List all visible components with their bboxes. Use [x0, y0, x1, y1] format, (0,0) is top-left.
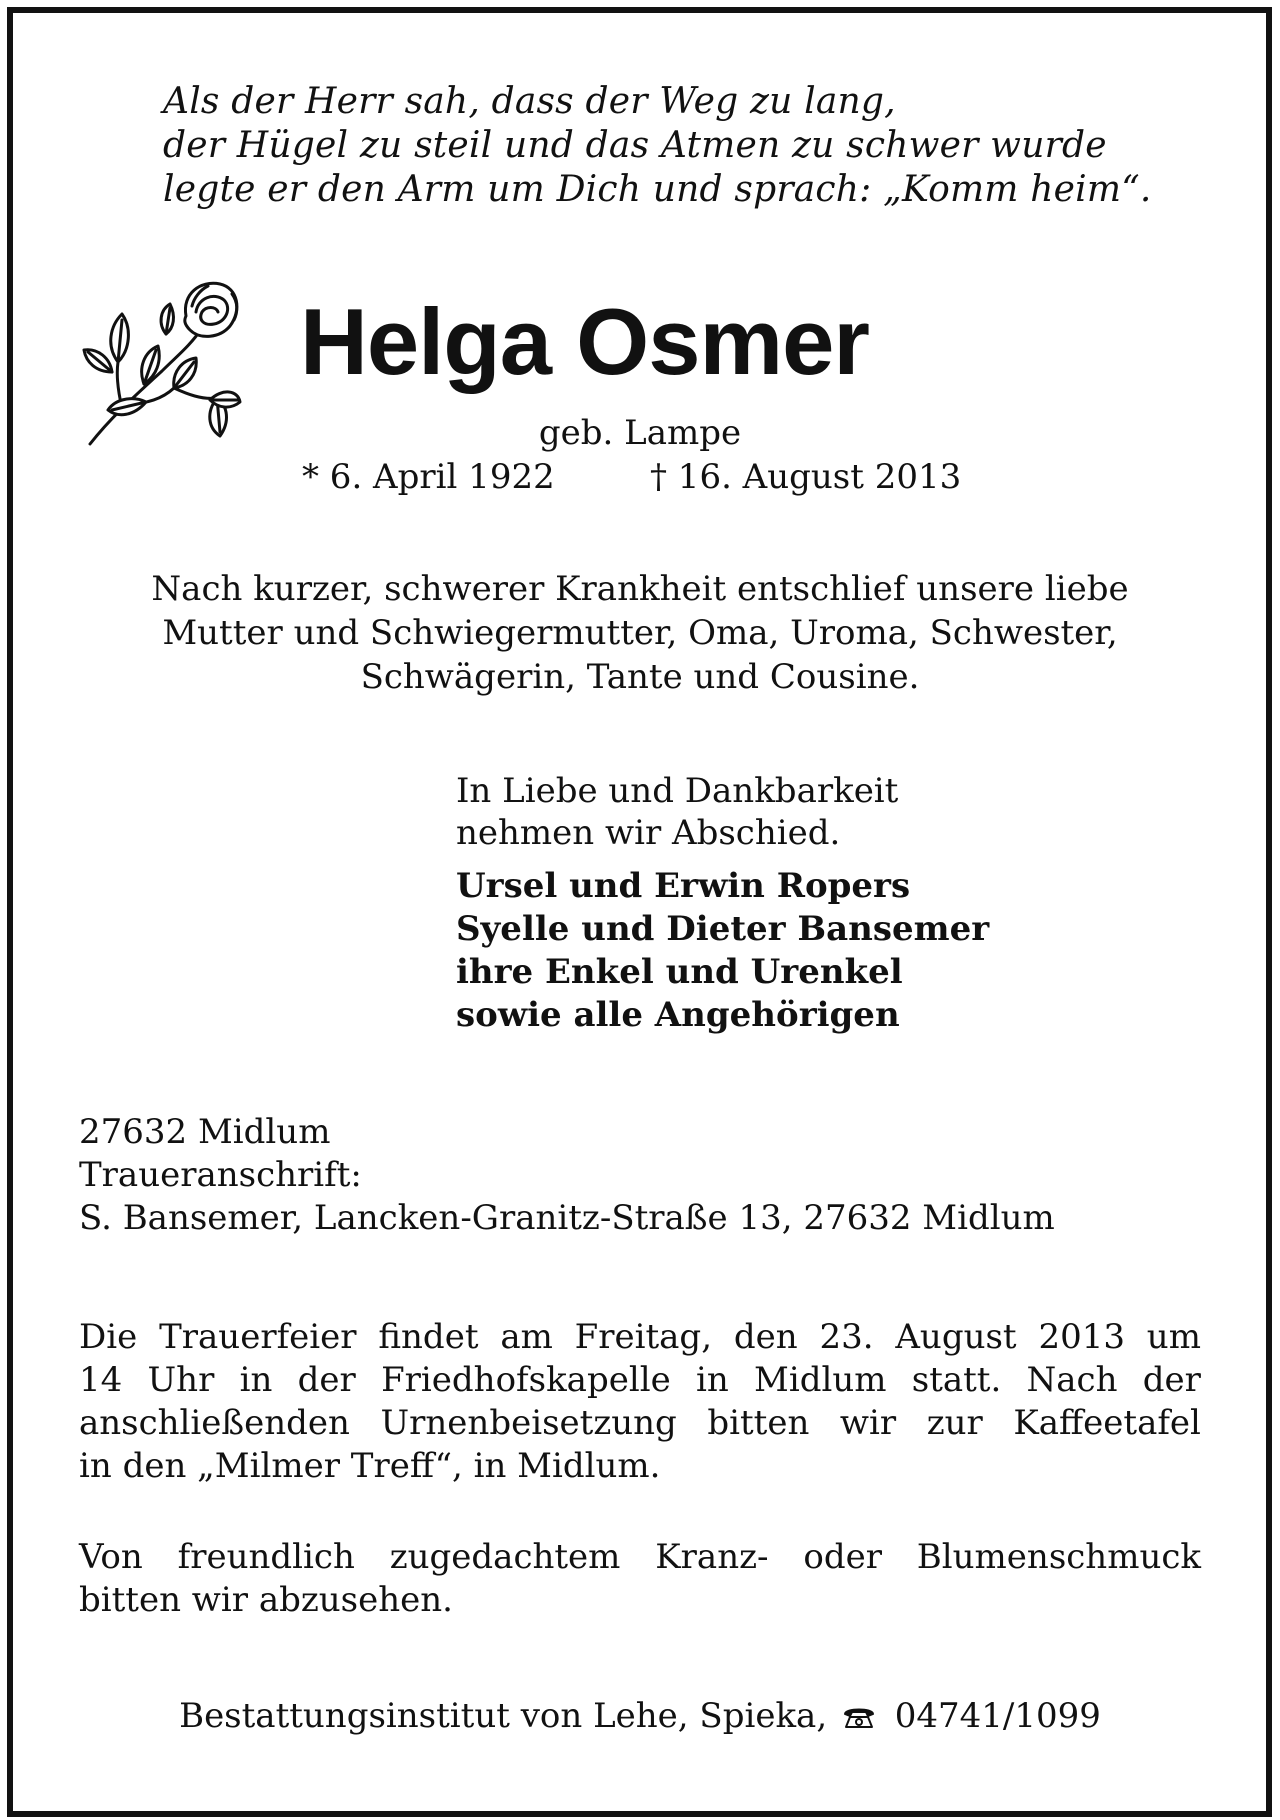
- word: Die: [79, 1317, 138, 1357]
- word: Freitag,: [574, 1317, 713, 1357]
- word: August: [895, 1317, 1017, 1357]
- poem-line: legte er den Arm um Dich und sprach: „Komm heim“.: [163, 169, 1152, 210]
- mourning-address: [79, 1111, 1055, 1240]
- mourner-line: Ursel und Erwin Ropers: [456, 866, 911, 906]
- announcement-line: Nach kurzer, schwerer Krankheit entschlief unsere liebe: [151, 569, 1129, 609]
- word: Trauerfeier: [159, 1317, 357, 1357]
- deceased-name: Helga Osmer: [300, 289, 869, 394]
- word: Nach: [1026, 1360, 1118, 1400]
- ceremony-line: [79, 1316, 1201, 1359]
- flowers-request: [79, 1536, 1201, 1622]
- announcement-line: Schwägerin, Tante und Cousine.: [360, 657, 920, 697]
- address-line: Traueranschrift:: [79, 1155, 362, 1195]
- death-date: † 16. August 2013: [650, 457, 962, 497]
- flowers-line: bitten wir abzusehen.: [79, 1580, 453, 1620]
- word: 23.: [819, 1317, 874, 1357]
- word: Uhr: [147, 1360, 215, 1400]
- ceremony-line: [79, 1359, 1201, 1402]
- undertaker-phone: 04741/1099: [894, 1696, 1101, 1736]
- word: bitten: [707, 1403, 810, 1443]
- flowers-line: [79, 1536, 1201, 1579]
- word: Kaffeetafel: [1013, 1403, 1201, 1443]
- word: um: [1146, 1317, 1201, 1357]
- word: Kranz-: [655, 1537, 769, 1577]
- word: Friedhofskapelle: [381, 1360, 671, 1400]
- word: in: [695, 1360, 729, 1400]
- ceremony-info: [79, 1316, 1201, 1488]
- word: Von: [79, 1537, 143, 1577]
- birth-name: geb. Lampe: [538, 413, 742, 453]
- poem: [163, 80, 1151, 212]
- word: findet: [378, 1317, 479, 1357]
- farewell-line: In Liebe und Dankbarkeit: [456, 771, 899, 811]
- poem-line: der Hügel zu steil und das Atmen zu schwer wurde: [163, 125, 1107, 166]
- word: zur: [926, 1403, 983, 1443]
- mourner-line: sowie alle Angehörigen: [456, 995, 900, 1035]
- announcement-line: Mutter und Schwiegermutter, Oma, Uroma, Schwester,: [162, 613, 1118, 653]
- farewell-line: nehmen wir Abschied.: [456, 813, 841, 853]
- word: Midlum: [754, 1360, 887, 1400]
- word: am: [500, 1317, 553, 1357]
- word: der: [297, 1360, 356, 1400]
- announcement-text: [0, 567, 1280, 699]
- word: oder: [803, 1537, 882, 1577]
- word: statt.: [911, 1360, 1002, 1400]
- address-line: 27632 Midlum: [79, 1112, 331, 1152]
- undertaker-footer: [0, 1694, 1280, 1738]
- word: wir: [839, 1403, 897, 1443]
- word: 2013: [1038, 1317, 1125, 1357]
- word: zugedachtem: [389, 1537, 621, 1577]
- word: der: [1142, 1360, 1201, 1400]
- telephone-icon: [842, 1705, 876, 1729]
- word: Urnenbeisetzung: [380, 1403, 677, 1443]
- word: anschließenden: [79, 1403, 350, 1443]
- mourners-list: [456, 865, 989, 1037]
- mourner-line: Syelle und Dieter Bansemer: [456, 909, 990, 949]
- address-line: S. Bansemer, Lancken-Granitz-Straße 13, 27632 Midlum: [79, 1198, 1055, 1238]
- word: Blumenschmuck: [916, 1537, 1201, 1577]
- word: in: [239, 1360, 273, 1400]
- word: den: [733, 1317, 798, 1357]
- ceremony-line: [79, 1402, 1201, 1445]
- poem-line: Als der Herr sah, dass der Weg zu lang,: [163, 81, 896, 122]
- word: freundlich: [177, 1537, 355, 1577]
- mourner-line: ihre Enkel und Urenkel: [456, 952, 903, 992]
- ceremony-line: in den „Milmer Treff“, in Midlum.: [79, 1446, 661, 1486]
- word: 14: [79, 1360, 123, 1400]
- undertaker-name: Bestattungsinstitut von Lehe, Spieka,: [179, 1696, 828, 1736]
- birth-date: * 6. April 1922: [302, 457, 555, 497]
- farewell-text: [456, 770, 898, 854]
